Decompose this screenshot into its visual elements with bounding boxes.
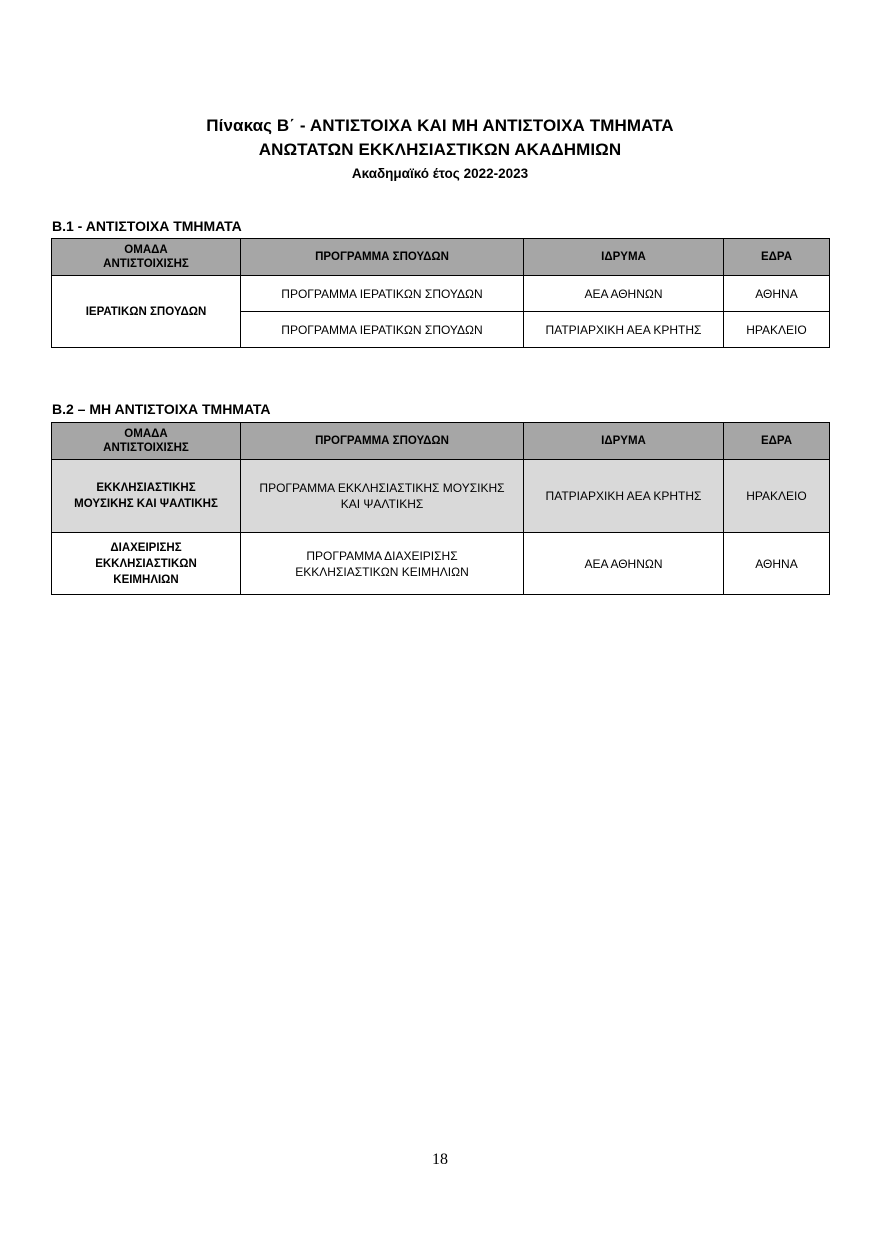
header-seat: ΕΔΡΑ xyxy=(724,239,830,276)
table-row xyxy=(52,533,830,595)
program-cell: ΠΡΟΓΡΑΜΜΑ ΙΕΡΑΤΙΚΩΝ ΣΠΟΥΔΩΝ xyxy=(241,312,524,348)
seat-cell: ΗΡΑΚΛΕΙΟ xyxy=(724,460,830,533)
group-line: ΚΕΙΜΗΛΙΩΝ xyxy=(113,573,179,586)
header-program: ΠΡΟΓΡΑΜΜΑ ΣΠΟΥΔΩΝ xyxy=(241,239,524,276)
header-group-line-1: ΟΜΑΔΑ xyxy=(124,428,168,440)
academic-year-subtitle: Ακαδημαϊκό έτος 2022-2023 xyxy=(351,166,529,181)
header-institution: ΙΔΡΥΜΑ xyxy=(524,423,724,460)
header-group-line-2: ΑΝΤΙΣΤΟΙΧΙΣΗΣ xyxy=(103,442,189,454)
program-line: ΠΡΟΓΡΑΜΜΑ ΔΙΑΧΕΙΡΙΣΗΣ xyxy=(306,548,458,563)
group-line: ΜΟΥΣΙΚΗΣ ΚΑΙ ΨΑΛΤΙΚΗΣ xyxy=(74,498,218,510)
title-block xyxy=(0,114,880,185)
program-line: ΚΑΙ ΨΑΛΤΙΚΗΣ xyxy=(340,497,424,511)
seat-cell: ΑΘΗΝΑ xyxy=(724,533,830,595)
program-cell xyxy=(241,533,524,595)
group-cell: ΙΕΡΑΤΙΚΩΝ ΣΠΟΥΔΩΝ xyxy=(52,276,241,348)
institution-cell: ΑΕΑ ΑΘΗΝΩΝ xyxy=(524,276,724,312)
header-group-line-2: ΑΝΤΙΣΤΟΙΧΙΣΗΣ xyxy=(103,258,189,270)
table-b2 xyxy=(51,422,830,595)
section-b2-heading: Β.2 – ΜΗ ΑΝΤΙΣΤΟΙΧΑ ΤΜΗΜΑΤΑ xyxy=(52,401,271,417)
program-line: ΠΡΟΓΡΑΜΜΑ ΕΚΚΛΗΣΙΑΣΤΙΚΗΣ ΜΟΥΣΙΚΗΣ xyxy=(259,481,505,495)
table-b2-header-row xyxy=(52,423,830,460)
institution-cell: ΠΑΤΡΙΑΡΧΙΚΗ ΑΕΑ ΚΡΗΤΗΣ xyxy=(524,312,724,348)
institution-cell: ΠΑΤΡΙΑΡΧΙΚΗ ΑΕΑ ΚΡΗΤΗΣ xyxy=(524,460,724,533)
table-b1-header-row xyxy=(52,239,830,276)
header-group xyxy=(52,423,241,460)
seat-cell: ΗΡΑΚΛΕΙΟ xyxy=(724,312,830,348)
section-b1-heading: Β.1 - ΑΝΤΙΣΤΟΙΧΑ ΤΜΗΜΑΤΑ xyxy=(52,218,242,234)
program-line: ΕΚΚΛΗΣΙΑΣΤΙΚΩΝ ΚΕΙΜΗΛΙΩΝ xyxy=(295,564,469,579)
header-group xyxy=(52,239,241,276)
table-row xyxy=(52,460,830,533)
header-seat: ΕΔΡΑ xyxy=(724,423,830,460)
group-line: ΔΙΑΧΕΙΡΙΣΗΣ xyxy=(110,541,182,554)
title-line-1: Πίνακας Β΄ - ΑΝΤΙΣΤΟΙΧΑ ΚΑΙ ΜΗ ΑΝΤΙΣΤΟΙΧΑ ΤΜΗΜΑΤΑ xyxy=(206,116,674,135)
header-group-line-1: ΟΜΑΔΑ xyxy=(124,244,168,256)
seat-cell: ΑΘΗΝΑ xyxy=(724,276,830,312)
header-program: ΠΡΟΓΡΑΜΜΑ ΣΠΟΥΔΩΝ xyxy=(241,423,524,460)
group-cell xyxy=(52,533,241,595)
group-line: ΕΚΚΛΗΣΙΑΣΤΙΚΩΝ xyxy=(95,557,197,570)
page-number: 18 xyxy=(432,1151,448,1168)
group-line: ΕΚΚΛΗΣΙΑΣΤΙΚΗΣ xyxy=(96,482,196,494)
header-institution: ΙΔΡΥΜΑ xyxy=(524,239,724,276)
institution-cell: ΑΕΑ ΑΘΗΝΩΝ xyxy=(524,533,724,595)
program-cell: ΠΡΟΓΡΑΜΜΑ ΙΕΡΑΤΙΚΩΝ ΣΠΟΥΔΩΝ xyxy=(241,276,524,312)
program-cell xyxy=(241,460,524,533)
table-row xyxy=(52,276,830,312)
title-line-2: ΑΝΩΤΑΤΩΝ ΕΚΚΛΗΣΙΑΣΤΙΚΩΝ ΑΚΑΔΗΜΙΩΝ xyxy=(258,140,622,159)
group-cell xyxy=(52,460,241,533)
table-b1 xyxy=(51,238,830,348)
